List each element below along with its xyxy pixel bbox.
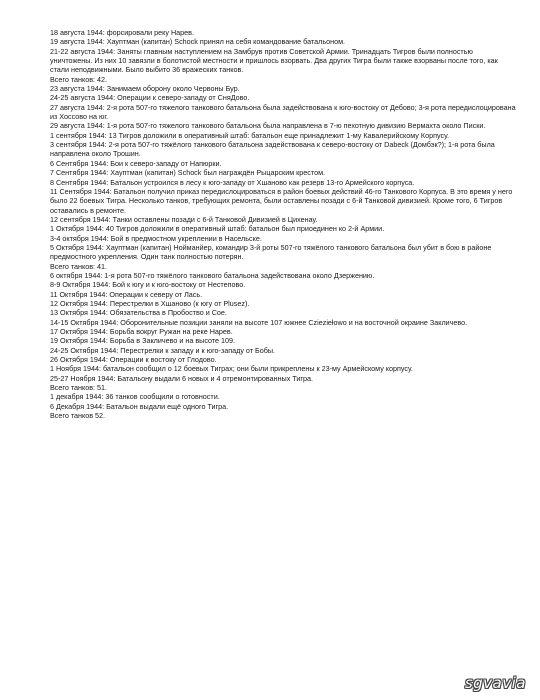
text-line: 24-25 Октября 1944: Перестрелки к западу и к юго-западу от Бобы. xyxy=(50,345,276,355)
text-line: 18 августа 1944: форсировали реку Нарев. xyxy=(50,28,194,37)
text-line: 27 августа 1944: 2-я рота 507-го тяжелого танкового батальона была задействована к юго-востоку от Дебово; 3-я рота передислоцирована из Хоссово на юг. xyxy=(50,102,516,122)
text-line: 3 сентября 1944: 2-я рота 507-го тяжёлого танкового батальона задействована к северо-востоку от Dabeck (Домбэк?); 1-я рота была направлена около Трошин. xyxy=(50,140,495,159)
text-line: 12 Октября 1944: Перестрелки в Хшаново (к югу от Plusez). xyxy=(50,298,250,308)
text-line: 1 сентября 1944: 13 Тигров доложили в оперативный штаб: батальон еще принадлежит 1-му Кавалерийскому Корпусу. xyxy=(50,130,449,140)
text-line: 13 Октября 1944: Обязательства в Пробоство и Сое. xyxy=(50,308,227,318)
text-line: 25-27 Ноября 1944: Батальону выдали 6 новых и 4 отремонтированных Тигра. xyxy=(50,373,314,383)
text-line: 6 Сентября 1944: Бои к северо-западу от Напюрки. xyxy=(50,158,222,168)
text-line: 1 Октября 1944: 40 Тигров доложили в оперативный штаб: батальон был приоединен ко 2-й Армии. xyxy=(50,224,385,234)
text-line: 5 Октября 1944: Хауптман (капитан) Нойманйер, командир 3-й роты 507-го тяжёлого танкового батальона был убит в бою в районе предмостного укрепления. Один танк полностью потерян. xyxy=(50,242,492,262)
text-line: 12 сентября 1944: Танки оставлены позади с 6-й Танковой Дивизией в Цихенау. xyxy=(50,214,318,224)
text-line: 17 Октября 1944: Борьба вокруг Ружан на реке Нарев. xyxy=(50,327,233,336)
text-line: 26 Октября 1944: Операции к востоку от Глодово. xyxy=(50,355,217,365)
text-line: 29 августа 1944: 1-я рота 507-го тяжелого танкового батальона была направлена в 7-ю пехотную дивизию Вермахта около Писки. xyxy=(50,121,486,131)
text-line: 11 Октября 1944: Операции к северу от Лась. xyxy=(50,289,203,299)
text-line: 3-4 октября 1944: Бой в предмостном укреплении в Насельске. xyxy=(50,233,262,243)
text-line: 1 декабря 1944: 36 танков сообщили о готовности. xyxy=(50,392,220,402)
text-line: 19 августа 1944: Хауптман (капитан) Schock принял на себя командование батальоном. xyxy=(50,37,346,47)
text-line: 23 августа 1944: Занимаем оборону около Червоны Бур. xyxy=(50,84,240,94)
text-line: 8 Сентября 1944: Батальон устроился в лесу к юго-западу от Хшаново как резерв 13-го Армейского корпуса. xyxy=(50,177,415,187)
text-line: 19 Октября 1944: Борьба в Закличево и на высоте 109. xyxy=(50,336,236,346)
text-line: 24-25 августа 1944: Операции к северо-западу от СняДово. xyxy=(50,93,250,103)
text-line: Всего танков: 42. xyxy=(50,74,108,84)
text-line: Всего танков 52. xyxy=(50,411,106,421)
text-line: 14-15 Октября 1944: Оборонительные позиции заняли на высоте 107 южнее Czieziełowo и на восточной окраине Закличево. xyxy=(50,317,468,327)
text-line: 6 октября 1944: 1-я рота 507-го тяжёлого танкового батальона задействована около Дзержению. xyxy=(50,270,375,280)
text-line: 7 Сентября 1944: Хауптман (капитан) Schock был награждён Рыцарским крестом. xyxy=(50,168,326,178)
text-line: 21-22 августа 1944: Заняты главным наступлением на Замбрув против Советской Армии. Тринадцать Тигров были полностью уничтожены. Из них 10 завязли в болотистой местности и пришлось взорвать. Два других Тигра были также взорваны после того, как стали неподвижными. Было выбито 36 вражеских танков. xyxy=(50,46,498,75)
text-line: 1 Ноября 1944: батальон сообщил о 12 боевых Тиграх; они были прикреплены к 23-му Армейскому корпусу. xyxy=(50,364,413,374)
document-body xyxy=(50,28,516,420)
text-line: 6 Декабря 1944: Батальон выдали ещё одного Тигра. xyxy=(50,401,229,411)
text-line: Всего танков: 41. xyxy=(50,261,108,271)
text-line: Всего танков: 51. xyxy=(50,383,108,393)
text-line: 11 Сентября 1944: Батальон получил приказ передислоцироваться в район боевых действий 46-го Танкового Корпуса. В это время у него было 22 боевых Тигра. Несколько танков, требующих ремонта, были оставлены позади с 6-й Танковой дивизией. Кроме того, 6 Тигров оставались в ремонте. xyxy=(50,186,513,215)
watermark-logo: sgvavia xyxy=(464,674,526,692)
text-line: 8-9 Октября 1944: Бой к югу и к юго-востоку от Нестепово. xyxy=(50,280,246,290)
